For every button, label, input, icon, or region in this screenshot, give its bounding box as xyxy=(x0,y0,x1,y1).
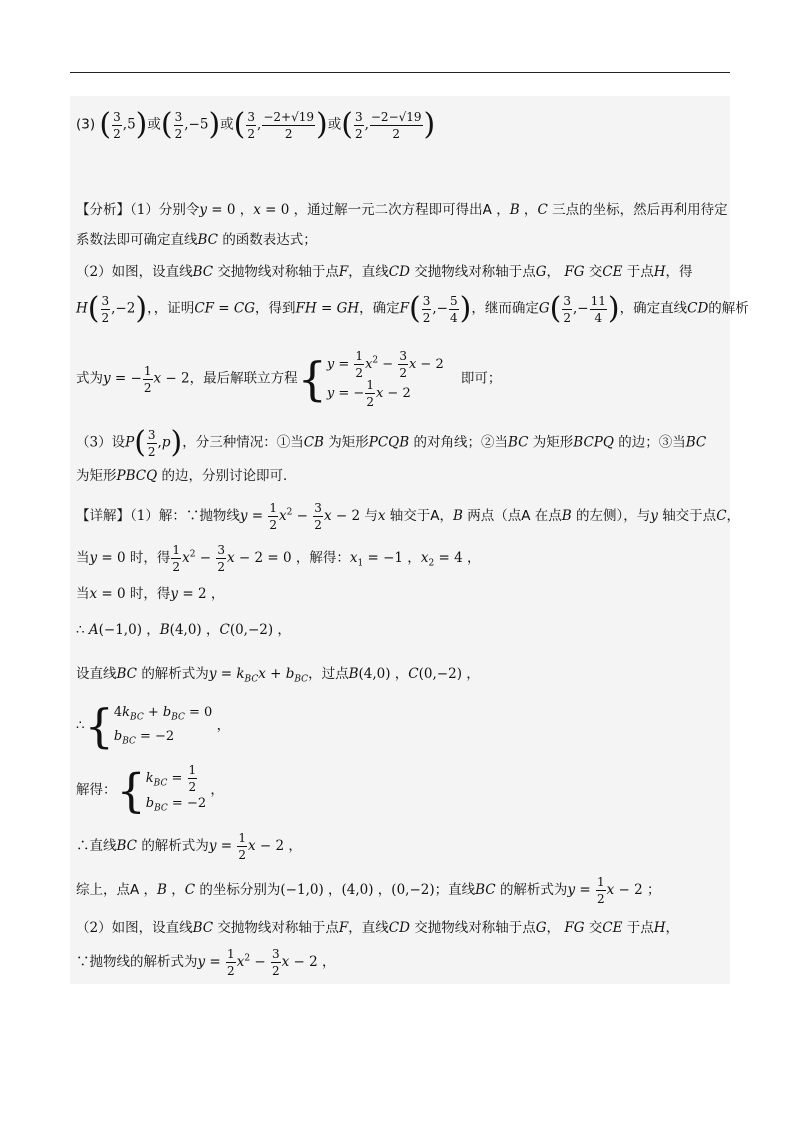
text: 的边，分别讨论即可． xyxy=(161,468,297,484)
detail-line-4: ∴ A(−1,0) ，B(4,0) ，C(0,−2) ， xyxy=(76,622,291,638)
or-word: 或 xyxy=(220,116,234,133)
text: 与 xyxy=(364,508,378,524)
text: 为矩形 xyxy=(532,434,574,451)
text: 的边；③当 xyxy=(618,434,686,451)
text: 的解析式为 xyxy=(141,666,209,682)
detail-heading: 【详解】 xyxy=(76,508,130,524)
detail-line-10: （2）如图，设直线BC 交抛物线对称轴于点F，直线CD 交抛物线对称轴于点G， FG 交CE 于点H， xyxy=(76,920,680,936)
text: ，直线 xyxy=(348,264,389,280)
detail-line-8: ∴直线BC 的解析式为y = $\frac{1}{2}$ x − 2 ， xyxy=(76,831,302,862)
text: （2）如图，设直线 xyxy=(76,920,193,936)
text: 交抛物线对称轴于点 xyxy=(414,920,536,936)
analysis-line-3: （2）如图，设直线BC 交抛物线对称轴于点F，直线CD 交抛物线对称轴于点G， FG 交CE 于点H，得 xyxy=(76,264,693,280)
text: ，得到 xyxy=(255,300,296,317)
header-rule xyxy=(70,72,730,73)
detail-line-6: ∴{ $4k_{BC} + b_{BC} = 0$ $b_{BC} = -2$ ， xyxy=(76,698,231,753)
or-word: 或 xyxy=(327,116,342,133)
text: ，通过解一元二次方程即可得出 xyxy=(293,202,483,218)
text: ∵抛物线的解析式为 xyxy=(76,954,198,970)
text: ，分三种情况：①当 xyxy=(182,434,304,451)
text: ∴直线 xyxy=(76,838,117,854)
analysis-line-5: 式为y = − $\frac{1}{2}$ x − 2，最后解联立方程{ y = $\frac{1}{2}$ $x^2$ − $\frac{3}{2}$ x − 2 y = − $\frac{1}{2}$ x − 2 即可； xyxy=(76,349,502,409)
text: ，最后解联立方程 xyxy=(189,370,298,387)
text: 交 xyxy=(588,264,603,280)
analysis-line-2: 系数法即可确定直线BC 的函数表达式； xyxy=(76,232,317,248)
text: 交抛物线对称轴于点 xyxy=(217,264,339,280)
text: 轴交于 xyxy=(389,508,431,524)
text: 轴交于点 xyxy=(662,508,717,524)
text: 设直线 xyxy=(76,666,117,682)
text: 即可； xyxy=(460,370,502,387)
text: 时，得 xyxy=(129,550,171,566)
text: ，过点 xyxy=(308,666,349,682)
analysis-heading: 【分析】 xyxy=(76,202,130,218)
answer-3-line: (3) ( $\frac{3}{2}$ ,5)或( $\frac{3}{2}$ ,−5)或( $\frac{3}{2}$ , $\frac{-2+√19}{2}$ )或( $\frac{3}{2}$ , $\frac{-2-√19}{2}$ ) xyxy=(76,107,436,142)
text: 综上，点 xyxy=(76,882,130,898)
analysis-line-4: H( $\frac{3}{2}$ ,−2)，，证明CF = CG，得到FH = GH，确定F( $\frac{3}{2}$ ,− $\frac{5}{4}$ )，继而确定G( $\frac{3}{2}$ ,− $\frac{11}{4}$ )，确定直线CD的解析 xyxy=(76,291,749,326)
text: 的解析 xyxy=(708,300,749,317)
text: （3）设 xyxy=(76,434,126,451)
detail-line-11: ∵抛物线的解析式为y = $\frac{1}{2}$ $x^2$ − $\frac{3}{2}$ x − 2 ， xyxy=(76,947,336,978)
text: 为矩形 xyxy=(328,434,369,451)
text: ，确定 xyxy=(359,300,400,317)
detail-line-7: 解得：{ $k_{BC}$ = $\frac{1}{2}$ $b_{BC} = -2$ ， xyxy=(76,763,224,818)
text: 为矩形 xyxy=(76,468,117,484)
detail-line-9: 综上，点A ，B ，C 的坐标分别为(−1,0) ，(4,0) ，(0,−2)；直线BC 的解析式为y = $\frac{1}{2}$ x − 2 ； xyxy=(76,875,661,906)
analysis-line-1: 【分析】（1）分别令y = 0 ，x = 0 ，通过解一元二次方程即可得出A ，B ，C 三点的坐标，然后再利用待定 xyxy=(76,202,728,218)
answer-label: (3) xyxy=(76,116,96,133)
solution-panel xyxy=(70,96,749,984)
detail-line-5: 设直线BC 的解析式为$y = k_{BC}x + b_{BC}$，过点B(4,0) ，C(0,−2) ， xyxy=(76,666,480,685)
text: 交抛物线对称轴于点 xyxy=(217,920,339,936)
text: 式为 xyxy=(76,370,103,387)
detail-line-2: 当y = 0 时，得 $\frac{1}{2}$ $x^2$ − $\frac{3}{2}$ x − 2 = 0 ，解得：$x_1 = -1$ ，$x_2 = 4$ ， xyxy=(76,543,481,574)
text: （2）如图，设直线 xyxy=(76,264,193,280)
text: ；直线 xyxy=(434,882,476,898)
text: （1）解：∵抛物线 xyxy=(130,508,240,524)
text: 两点（点 xyxy=(467,508,522,524)
text: 当 xyxy=(76,550,90,566)
text: 的坐标分别为 xyxy=(199,882,281,898)
text: 当 xyxy=(76,586,90,602)
detail-line-1: 【详解】（1）解：∵抛物线y = $\frac{1}{2}$ $x^2$ − $\frac{3}{2}$ x − 2 与x 轴交于A，B 两点（点A 在点B 的左侧），与y 轴交于点C， xyxy=(76,501,741,532)
text: ，，证明 xyxy=(147,300,195,317)
text: 交抛物线对称轴于点 xyxy=(414,264,536,280)
text: ，解得： xyxy=(295,550,350,566)
text: 时，得 xyxy=(129,586,171,602)
text: 交 xyxy=(588,920,603,936)
text: ，继而确定 xyxy=(471,300,539,317)
analysis-line-6: （3）设P( $\frac{3}{2}$ ,p)，分三种情况：①当CB 为矩形PCQB 的对角线；②当BC 为矩形BCPQ 的边；③当BC xyxy=(76,425,707,460)
analysis-line-7: 为矩形PBCQ 的边，分别讨论即可． xyxy=(76,468,297,484)
text: 在点 xyxy=(534,508,562,524)
text: 的对角线；②当 xyxy=(413,434,508,451)
text: 的解析式为 xyxy=(499,882,568,898)
text: ，确定直线 xyxy=(619,300,688,317)
text: 系数法即可确定直线 xyxy=(76,232,198,248)
text: 于点 xyxy=(626,920,654,936)
text: 三点的坐标，然后再利用待定 xyxy=(552,202,728,218)
text: 的函数表达式； xyxy=(222,232,317,248)
text: ，得 xyxy=(665,264,693,280)
text: 的解析式为 xyxy=(141,838,209,854)
detail-line-3: 当x = 0 时，得y = 2 ， xyxy=(76,586,225,602)
text: ，直线 xyxy=(348,920,389,936)
text: 的左侧），与 xyxy=(576,508,651,524)
text: 解得： xyxy=(76,781,117,798)
or-word: 或 xyxy=(147,116,161,133)
text: （1）分别令 xyxy=(130,202,200,218)
text: 于点 xyxy=(626,264,654,280)
